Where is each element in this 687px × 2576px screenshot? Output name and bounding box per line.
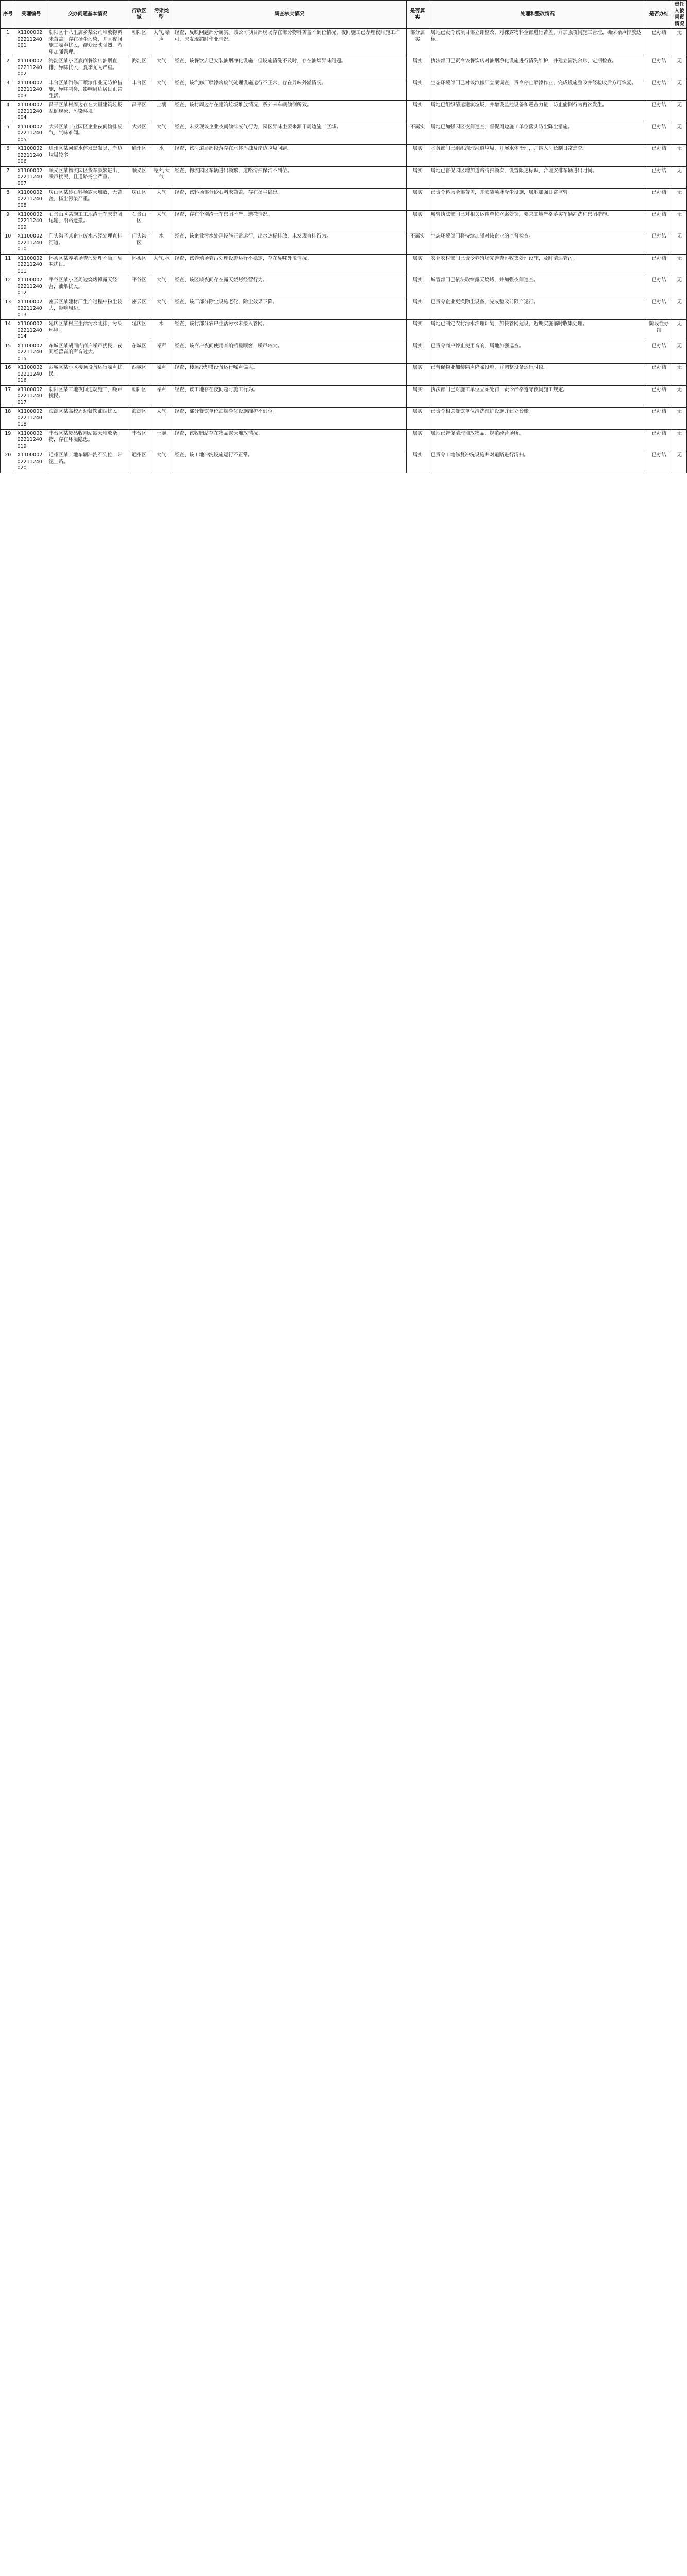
cell-basic: 平谷区某小区周边烧烤摊露天经营，油烟扰民。 [47,276,128,298]
table-row [1,57,687,79]
cell-type: 噪声 [150,385,173,408]
cell-type: 噪声 [150,342,173,364]
table-body [1,29,687,473]
cell-basic: 房山区某砂石料场露天堆放，无苫盖，扬尘污染严重。 [47,189,128,211]
header-area: 行政区域 [128,1,150,29]
table-row [1,342,687,364]
cell-basic: 顺义区某物流园区货车频繁进出，噪声扰民，且道路扬尘严重。 [47,166,128,189]
cell-area: 东城区 [128,342,150,364]
cell-type: 水 [150,320,173,342]
cell-pub: 无 [672,232,687,255]
cell-type: 大气 [150,298,173,320]
cell-no: 17 [1,385,15,408]
cell-code: X110000202211240017 [15,385,47,408]
cell-no: 8 [1,189,15,211]
cell-basic: 大兴区某工业园区企业夜间偷排废气，气味难闻。 [47,123,128,145]
cell-type: 水 [150,232,173,255]
cell-type: 水 [150,145,173,167]
cell-type: 大气 [150,210,173,232]
cell-area: 朝阳区 [128,385,150,408]
cell-no: 2 [1,57,15,79]
cell-case: 已办结 [646,79,672,101]
cell-pub: 无 [672,189,687,211]
cell-pub: 无 [672,79,687,101]
cell-no: 6 [1,145,15,167]
cell-no: 10 [1,232,15,255]
cell-survey: 经查，该收购站存在物品露天堆放情况。 [173,429,406,451]
cell-basic: 丰台区某汽修厂喷漆作业无防护措施，异味刺鼻，影响周边居民正常生活。 [47,79,128,101]
cell-area: 通州区 [128,451,150,473]
table-row [1,298,687,320]
cell-no: 16 [1,364,15,386]
cell-basic: 丰台区某废品收购站露天堆放杂物，存在环境隐患。 [47,429,128,451]
cell-true: 属实 [406,276,429,298]
cell-area: 延庆区 [128,320,150,342]
cell-true: 属实 [406,210,429,232]
cell-case: 已办结 [646,298,672,320]
table-row [1,364,687,386]
cell-code: X110000202211240020 [15,451,47,473]
cell-area: 丰台区 [128,79,150,101]
cell-survey: 经查，该养殖场粪污处理设施运行不稳定，存在臭味外溢情况。 [173,254,406,276]
cell-no: 5 [1,123,15,145]
cell-code: X110000202211240005 [15,123,47,145]
cell-type: 大气,水 [150,254,173,276]
header-true: 是否属实 [406,1,429,29]
cell-basic: 朝阳区某工地夜间违规施工，噪声扰民。 [47,385,128,408]
cell-code: X110000202211240016 [15,364,47,386]
cell-basic: 通州区某工地车辆冲洗不到位，带泥上路。 [47,451,128,473]
header-case: 是否办结 [646,1,672,29]
cell-true: 属实 [406,429,429,451]
table-row [1,101,687,123]
table-row [1,210,687,232]
cell-survey: 经查，部分餐饮单位油烟净化设施维护不到位。 [173,408,406,430]
cell-handle: 已责令商户停止使用音响，属地加强巡查。 [429,342,646,364]
cell-basic: 密云区某建材厂生产过程中粉尘较大，影响周边。 [47,298,128,320]
cell-case: 已办结 [646,429,672,451]
cell-survey: 经查，该村周边存在建筑垃圾堆放情况，系外来车辆偷倒所致。 [173,101,406,123]
cell-survey: 经查，该料场部分砂石料未苫盖，存在扬尘隐患。 [173,189,406,211]
cell-code: X110000202211240018 [15,408,47,430]
cell-handle: 已责令工地修复冲洗设施并对道路进行清扫。 [429,451,646,473]
cell-area: 密云区 [128,298,150,320]
cell-area: 房山区 [128,189,150,211]
cell-type: 土壤 [150,429,173,451]
cell-code: X110000202211240011 [15,254,47,276]
table-row [1,451,687,473]
cell-case: 已办结 [646,451,672,473]
cell-no: 15 [1,342,15,364]
cell-basic: 海淀区某小区底商餐饮店油烟直排，异味扰民，夏季尤为严重。 [47,57,128,79]
table-row [1,29,687,57]
cell-handle: 已督促物业加装隔声降噪设施，并调整设备运行时段。 [429,364,646,386]
cell-survey: 经查，楼顶冷却塔设备运行噪声偏大。 [173,364,406,386]
cell-survey: 经查，该工地存在夜间超时施工行为。 [173,385,406,408]
cell-pub: 无 [672,123,687,145]
cell-pub: 无 [672,298,687,320]
cell-no: 19 [1,429,15,451]
cell-code: X110000202211240014 [15,320,47,342]
cell-type: 大气,噪声 [150,29,173,57]
cell-handle: 执法部门已责令该餐饮店对油烟净化设施进行清洗维护，并建立清洗台账，定期检查。 [429,57,646,79]
cell-area: 石景山区 [128,210,150,232]
cell-basic: 昌平区某村周边存在大量建筑垃圾乱倒现象，污染环境。 [47,101,128,123]
cell-true: 属实 [406,385,429,408]
cell-area: 怀柔区 [128,254,150,276]
cell-survey: 经查，该厂部分除尘设施老化，除尘效果下降。 [173,298,406,320]
cell-type: 大气 [150,276,173,298]
table-row [1,276,687,298]
table-row [1,123,687,145]
table-row [1,408,687,430]
header-type: 污染类型 [150,1,173,29]
cell-basic: 朝阳区十八里店乡某公司堆放物料未苫盖，存在扬尘污染，并且夜间施工噪声扰民，群众反映强烈，希望加强管理。 [47,29,128,57]
cell-survey: 经查，物流园区车辆进出频繁，道路清扫保洁不到位。 [173,166,406,189]
cell-code: X110000202211240010 [15,232,47,255]
table-row [1,254,687,276]
cell-case: 已办结 [646,145,672,167]
cell-handle: 属地已组织清运建筑垃圾，并增设监控设备和巡查力量，防止偷倒行为再次发生。 [429,101,646,123]
cell-no: 13 [1,298,15,320]
cell-type: 噪声 [150,364,173,386]
cell-case: 已办结 [646,123,672,145]
cell-survey: 经查，存在个别渣土车密闭不严、遗撒情况。 [173,210,406,232]
cell-code: X110000202211240012 [15,276,47,298]
cell-no: 1 [1,29,15,57]
cell-code: X110000202211240009 [15,210,47,232]
cell-no: 14 [1,320,15,342]
cell-pub: 无 [672,29,687,57]
cell-true: 属实 [406,451,429,473]
cell-type: 大气 [150,408,173,430]
cell-true: 属实 [406,320,429,342]
cell-pub: 无 [672,408,687,430]
cell-area: 门头沟区 [128,232,150,255]
cell-no: 9 [1,210,15,232]
cell-area: 昌平区 [128,101,150,123]
cell-case: 阶段性办结 [646,320,672,342]
cell-type: 大气 [150,57,173,79]
cell-pub: 无 [672,210,687,232]
cell-basic: 延庆区某村庄生活污水乱排，污染环境。 [47,320,128,342]
cell-case: 已办结 [646,364,672,386]
cell-type: 噪声,大气 [150,166,173,189]
cell-pub: 无 [672,320,687,342]
cell-handle: 执法部门已对施工单位立案处罚，责令严格遵守夜间施工规定。 [429,385,646,408]
cell-code: X110000202211240019 [15,429,47,451]
cell-area: 西城区 [128,364,150,386]
cell-pub: 无 [672,166,687,189]
cell-area: 通州区 [128,145,150,167]
cell-pub: 无 [672,101,687,123]
cell-no: 7 [1,166,15,189]
cell-type: 大气 [150,79,173,101]
cell-code: X110000202211240013 [15,298,47,320]
cell-code: X110000202211240015 [15,342,47,364]
cell-true: 不属实 [406,232,429,255]
cell-case: 已办结 [646,385,672,408]
cell-survey: 经查，未发现该企业夜间偷排废气行为，园区异味主要来源于周边施工区域。 [173,123,406,145]
cell-code: X110000202211240007 [15,166,47,189]
table-row [1,79,687,101]
cell-case: 已办结 [646,210,672,232]
cell-case: 已办结 [646,29,672,57]
cell-handle: 已责令料场全部苫盖，并安装喷淋降尘设施，属地加强日常监管。 [429,189,646,211]
header-pub: 责任人被问责情况 [672,1,687,29]
cell-code: X110000202211240003 [15,79,47,101]
cell-case: 已办结 [646,101,672,123]
cell-true: 属实 [406,364,429,386]
cell-type: 大气 [150,123,173,145]
cell-handle: 属地已督促清理堆放物品，规范经营场所。 [429,429,646,451]
header-code: 受理编号 [15,1,47,29]
cell-area: 朝阳区 [128,29,150,57]
cell-case: 已办结 [646,342,672,364]
header-survey: 调查核实情况 [173,1,406,29]
cell-pub: 无 [672,276,687,298]
cell-basic: 门头沟区某企业废水未经处理直排河道。 [47,232,128,255]
table-row [1,232,687,255]
header-no: 序号 [1,1,15,29]
cell-survey: 经查，反映问题部分属实。该公司项目部现场存在部分物料苫盖不到位情况，夜间施工已办理夜间施工许可，未发现超时作业情况。 [173,29,406,57]
cell-pub: 无 [672,254,687,276]
cell-handle: 城管部门已依法取缔露天烧烤，并加强夜间巡查。 [429,276,646,298]
cell-case: 已办结 [646,408,672,430]
cell-code: X110000202211240004 [15,101,47,123]
cell-no: 3 [1,79,15,101]
cell-pub: 无 [672,57,687,79]
table-row [1,385,687,408]
cell-pub: 无 [672,385,687,408]
cell-true: 属实 [406,101,429,123]
cell-case: 已办结 [646,166,672,189]
cell-area: 大兴区 [128,123,150,145]
table-header-row [1,1,687,29]
cell-area: 顺义区 [128,166,150,189]
header-handle: 处理和整改情况 [429,1,646,29]
cell-code: X110000202211240006 [15,145,47,167]
cell-basic: 海淀区某高校周边餐饮油烟扰民。 [47,408,128,430]
cell-no: 11 [1,254,15,276]
cell-survey: 经查，该商户夜间使用音响招揽顾客，噪声较大。 [173,342,406,364]
cell-type: 大气 [150,451,173,473]
cell-no: 20 [1,451,15,473]
cell-survey: 经查，该河道局部段落存在水体浑浊及岸边垃圾问题。 [173,145,406,167]
cell-survey: 经查，该汽修厂喷漆房废气处理设施运行不正常，存在异味外溢情况。 [173,79,406,101]
cell-handle: 已责令企业更换除尘设备，完成整改前限产运行。 [429,298,646,320]
cell-code: X110000202211240001 [15,29,47,57]
cell-case: 已办结 [646,232,672,255]
cell-type: 大气 [150,189,173,211]
cell-area: 海淀区 [128,408,150,430]
cell-code: X110000202211240008 [15,189,47,211]
cell-no: 18 [1,408,15,430]
cell-true: 部分属实 [406,29,429,57]
cell-area: 海淀区 [128,57,150,79]
cell-true: 属实 [406,145,429,167]
cell-handle: 水务部门已组织清理河道垃圾，开展水体治理，并纳入河长制日常巡查。 [429,145,646,167]
cell-handle: 属地已加强园区夜间巡查，督促周边施工单位落实防尘降尘措施。 [429,123,646,145]
cell-pub: 无 [672,342,687,364]
header-basic: 交办问题基本情况 [47,1,128,29]
cell-handle: 生态环境部门已对该汽修厂立案调查，责令停止喷漆作业，完成设施整改并经验收后方可恢复。 [429,79,646,101]
cell-basic: 怀柔区某养殖场粪污处理不当，臭味扰民。 [47,254,128,276]
cell-no: 12 [1,276,15,298]
cell-handle: 已责令相关餐饮单位清洗维护设施并建立台账。 [429,408,646,430]
cell-survey: 经查，该村部分农户生活污水未接入管网。 [173,320,406,342]
table-row [1,429,687,451]
cell-basic: 西城区某小区楼顶设备运行噪声扰民。 [47,364,128,386]
cell-true: 不属实 [406,123,429,145]
cell-survey: 经查，该餐饮店已安装油烟净化设施，但设施清洗不及时，存在油烟异味问题。 [173,57,406,79]
cell-survey: 经查，该企业污水处理设施正常运行，出水达标排放，未发现直排行为。 [173,232,406,255]
cell-basic: 石景山区某施工工地渣土车未密闭运输，沿路遗撒。 [47,210,128,232]
cell-pub: 无 [672,429,687,451]
cell-survey: 经查，该区域夜间存在露天烧烤经营行为。 [173,276,406,298]
cell-true: 属实 [406,408,429,430]
cell-handle: 属地已责令该项目部立即整改，对裸露物料全部进行苫盖，并加强夜间施工管理，确保噪声排放达标。 [429,29,646,57]
cell-area: 平谷区 [128,276,150,298]
cell-true: 属实 [406,298,429,320]
cell-no: 4 [1,101,15,123]
table-row [1,320,687,342]
cell-handle: 属地已督促园区增加道路清扫频次，设置限速标识，合理安排车辆进出时间。 [429,166,646,189]
cell-handle: 属地已制定农村污水治理计划，加快管网建设，近期实施临时收集处理。 [429,320,646,342]
cell-case: 已办结 [646,254,672,276]
table-row [1,166,687,189]
cell-pub: 无 [672,145,687,167]
cell-survey: 经查，该工地冲洗设施运行不正常。 [173,451,406,473]
cell-basic: 东城区某胡同内商户噪声扰民，夜间经营音响声音过大。 [47,342,128,364]
cell-code: X110000202211240002 [15,57,47,79]
cell-pub: 无 [672,364,687,386]
cell-pub: 无 [672,451,687,473]
cell-type: 土壤 [150,101,173,123]
cell-true: 属实 [406,254,429,276]
cell-area: 丰台区 [128,429,150,451]
cell-true: 属实 [406,57,429,79]
cell-true: 属实 [406,166,429,189]
cell-handle: 生态环境部门将持续加强对该企业的监督检查。 [429,232,646,255]
cell-case: 已办结 [646,57,672,79]
cell-true: 属实 [406,189,429,211]
cell-handle: 城管执法部门已对相关运输单位立案处罚，要求工地严格落实车辆冲洗和密闭措施。 [429,210,646,232]
cell-true: 属实 [406,79,429,101]
table-row [1,189,687,211]
complaint-table [0,0,687,473]
cell-handle: 农业农村部门已责令养殖场完善粪污收集处理设施，及时清运粪污。 [429,254,646,276]
cell-true: 属实 [406,342,429,364]
cell-case: 已办结 [646,276,672,298]
cell-basic: 通州区某河道水体发黑发臭，岸边垃圾较多。 [47,145,128,167]
table-row [1,145,687,167]
cell-case: 已办结 [646,189,672,211]
